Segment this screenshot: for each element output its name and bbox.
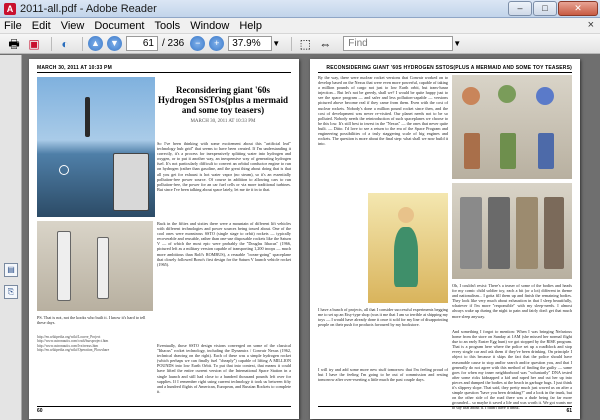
toy-body bbox=[538, 133, 554, 169]
article-body-sstos: Back in the fifties and sixties there were a mountain of different lift vehicles with different technologies and power sources being tossed about. One of the cool ones were monstrous SSTO (single stage to orbit) rockets — typically recoverable and reusable, rather than one-use disposable rockets like the Saturn V — of which the most epic were probably the "Douglas Ithacus" (1966, pictured left as a military version capable of transporting 1,200 troops — much more ambitious than Rolf's ROMBUS), a reusable "ocean-going" spaceplane that closely followed Bono's first design for the Saturn V launch vehicle rocket (1965). bbox=[157, 221, 291, 267]
page-number: 61 bbox=[318, 406, 572, 414]
menu-edit[interactable]: Edit bbox=[31, 19, 51, 32]
toy-body bbox=[500, 133, 516, 169]
ssto-diagram-image bbox=[37, 221, 153, 311]
window-title: 2011-all.pdf - Adobe Reader bbox=[20, 2, 157, 15]
zoom-out-icon[interactable]: − bbox=[190, 36, 205, 51]
close-button[interactable]: ✕ bbox=[558, 1, 598, 16]
zoom-in-icon[interactable]: + bbox=[209, 36, 224, 51]
previous-page-icon[interactable]: ▲ bbox=[88, 36, 103, 51]
toolbar-separator bbox=[82, 37, 83, 51]
print-icon[interactable]: 🖶 bbox=[8, 36, 20, 51]
article-title bbox=[157, 85, 289, 127]
zoom-level-input[interactable]: 37.9% bbox=[228, 36, 272, 51]
toy-head bbox=[536, 87, 554, 105]
find-input[interactable]: Find bbox=[343, 36, 453, 51]
toy-figure bbox=[460, 197, 482, 269]
circled-person bbox=[59, 165, 69, 175]
page-number-input[interactable]: 61 bbox=[126, 36, 158, 51]
article-title-text: Reconsidering giant '60s Hydrogen SSTOs(plus a mermaid and some toy teasers) bbox=[158, 85, 288, 115]
toy-head bbox=[462, 87, 480, 105]
toy-head bbox=[498, 85, 516, 103]
minimize-button[interactable]: – bbox=[508, 1, 532, 16]
collaborate-icon[interactable]: ◐ bbox=[61, 36, 69, 51]
next-page-icon[interactable]: ▼ bbox=[107, 36, 122, 51]
page-header: MARCH 30, 2011 AT 10:33 PM bbox=[37, 65, 291, 73]
fit-page-icon[interactable]: ⬚ bbox=[299, 36, 311, 51]
create-pdf-icon[interactable]: ▣ bbox=[28, 36, 40, 51]
toy-figure bbox=[516, 197, 538, 269]
article-body-tomorrow: I will try and add some more new stuff tomorrow that I'm feeling proud of but I have the feeling I'm going to be out of commission and resting tomorrow after over-exerting a little much the past couple days. bbox=[318, 367, 448, 383]
page-total: / 236 bbox=[162, 38, 185, 49]
article-body-projects: I have a bunch of projects, all that I consider successful experiments begging me to set up an Etsy-type shop (was it me that I am so terrible at shipping my toys — I would have already done it once it sold for my line of disappointing people on their push for products favoured by my bookstore. bbox=[318, 307, 448, 328]
page-header: RECONSIDERING GIANT '60S HYDROGEN SSTOS(PLUS A MERMAID AND SOME TOY TEASERS) bbox=[318, 65, 572, 73]
pdf-page-right bbox=[310, 59, 580, 419]
title-bar bbox=[0, 0, 600, 18]
document-close-icon[interactable]: × bbox=[587, 19, 594, 31]
toolbar-separator bbox=[51, 37, 52, 51]
tree-silhouette bbox=[85, 97, 90, 137]
menu-help[interactable]: Help bbox=[239, 19, 262, 32]
toy-body bbox=[464, 133, 480, 169]
article-body-teaser: Oh, I couldn't resist: There's a teaser of some of the bodies and heads for my comic child soldier toy, each a bit (or a lot) different in theme and nationalism... I gotta fill them up and finish the remaining bodies. They look like very much about exhaustion in that I sleep beautifully, whatever if I'm more "responsible" with my sleep-needs. I almost always wake up during the night to pain and fairly don't get that much more sleep anyway. bbox=[452, 283, 572, 319]
maximize-button[interactable]: □ bbox=[533, 1, 557, 16]
toolbar-separator bbox=[291, 37, 292, 51]
pages-panel-icon[interactable]: ▤ bbox=[4, 263, 18, 277]
rocket-sea-photo bbox=[37, 77, 155, 217]
article-date: MARCH 30, 2011 AT 10:33 PM bbox=[190, 119, 256, 124]
article-body-nexus: Eventually, those SSTO design visions converged on some of the classical "Ithacus" rocket technology, including the Dynamics / Convair Nexus (1962, technical drawing on the right). Each of these was a simple hydrogen rocket (which perhaps we can finally fuel "cheaply") capable of lifting A MILLION POUNDS into low Earth Orbit. To put that into context, that means it could have lifted the entire current version of the International Space Station in a single launch and still had close to a hundred thousand pounds left over for supplies. If I remember right using current technology it took us between fifty and a hundred flights of American, European, and Russian Rockets to complete it. bbox=[157, 343, 291, 394]
mermaid-tail bbox=[394, 227, 418, 287]
menu-view[interactable]: View bbox=[60, 19, 85, 32]
toy-figure bbox=[544, 197, 564, 269]
pdf-page-left bbox=[29, 59, 299, 419]
toy-heads-photo bbox=[452, 75, 572, 179]
article-body-nuclear: By the way, there were nuclear rocket versions that Convair worked on to develop based on the Nexus that were even more powerful, capable of taking a million pounds of cargo not just to low Earth orbit, but trans-lunar injection... But let's not be greedy, shall we? I would be quite happy just to see the space program — and safer and less pollution-capable — versions pictured above become real if they came from them. Even with the cost of nuclear rockets. Nobody's done a million pound rocket since then, and the cost of development was never re-visited. Our planet needs not to be so polluted. Nobody needs the reintroduction of such spaceplanes we choose to be this low. It's still best to invest in the "Nexus" — the ones that never quite built. — Ditto. I'd love to see a return to the era of the Space Program and engineering possibilities of a truly staggering scale of big engines and rockets. The question is more about the final step: what shall we now build it into. bbox=[318, 75, 448, 147]
article-body-rise: And something I forgot to mention: When I was bringing Nefarious home from the store on Sunday at 1AM (she missed her normal flight due to an early Easter Egg hunt) we got stopped by the RISE program. That is a program here where the police set up a roadblock and stop every single car and ask them if they've been drinking. On principle I object to this because it skips the fact that the police should have reasonable cause to stop and/or search and/or question you, and that I generally do not agree with this method of finding the guilty — same goes for when my inner neighborhood was "voluntarily" DNA tested after some ricks kidnapped a kid and raped her and cut her up into pieces and dumped the bodies at the beach in garbage bags. I just think it's slippery slope. That said, they pretty much just waved us on after a simple question "have you been drinking?" and a look in the trunk, but on the other side of the road there was a dude being far far more grounded... so maybe it saved a life and was worth it. We got wants me to say that about it. I didn't have a drink. bbox=[452, 329, 572, 411]
rocket-stage-sketch bbox=[57, 231, 71, 301]
menu-window[interactable]: Window bbox=[190, 19, 230, 32]
navigation-panel bbox=[0, 55, 22, 420]
fit-width-icon[interactable]: ⇔ bbox=[319, 36, 332, 51]
menu-document[interactable]: Document bbox=[94, 19, 145, 32]
rocket-stage-sketch bbox=[97, 237, 109, 299]
mermaid-painting bbox=[368, 193, 448, 303]
footnotes: http://en.wikipedia.org/wiki/Louvre_Project http://www.astronautix.com/craft/hursproject.htm http://www.astronautix.com/lvs/nexus.htm http://en.wikipedia.org/wiki/Operation_Plowshare bbox=[37, 335, 110, 353]
document-viewport[interactable] bbox=[22, 55, 600, 420]
chevron-down-icon[interactable]: ▼ bbox=[272, 39, 281, 48]
menu-tools[interactable]: Tools bbox=[154, 19, 181, 32]
menu-file[interactable]: File bbox=[4, 19, 22, 32]
page-number: 60 bbox=[37, 406, 291, 414]
menu-bar bbox=[0, 18, 600, 34]
window-controls bbox=[507, 1, 598, 17]
attachments-icon[interactable]: ⎘ bbox=[4, 285, 18, 299]
chevron-down-icon[interactable]: ▼ bbox=[453, 39, 462, 48]
toy-bodies-photo bbox=[452, 183, 572, 279]
inset-rocket-drawing bbox=[113, 153, 149, 211]
adobe-reader-icon: A bbox=[4, 3, 16, 15]
photo-caption: PS. That is not, not the kooks who built it. I know it's hard to tell these days. bbox=[37, 315, 146, 326]
toy-figure bbox=[488, 197, 510, 269]
toolbar bbox=[0, 34, 600, 54]
mermaid-head bbox=[398, 207, 414, 223]
article-body-intro: So I've been thinking with some excitement about this "artificial leaf" technology hub grid" that seems to have been created. If I'm understanding it correctly, it's a process for inexpensively splitting water into hydrogen and oxygen, or to put it another way, an inexpensive way of generating hydrogen fuel. It's not particularly difficult to convert an orbital conductor engine to run on hydrogen (rather than gasoline, and the great thing about doing that is that all you get for exhaust is hot water vapor (no steam), so it's an essentially pollution-free power source. Of course in addition to allowing cars to run pollution-free, the power for an car fuel cells or via more traditional turbines. But since I've been talking about space lately, let me tie it in to that. bbox=[157, 141, 291, 192]
